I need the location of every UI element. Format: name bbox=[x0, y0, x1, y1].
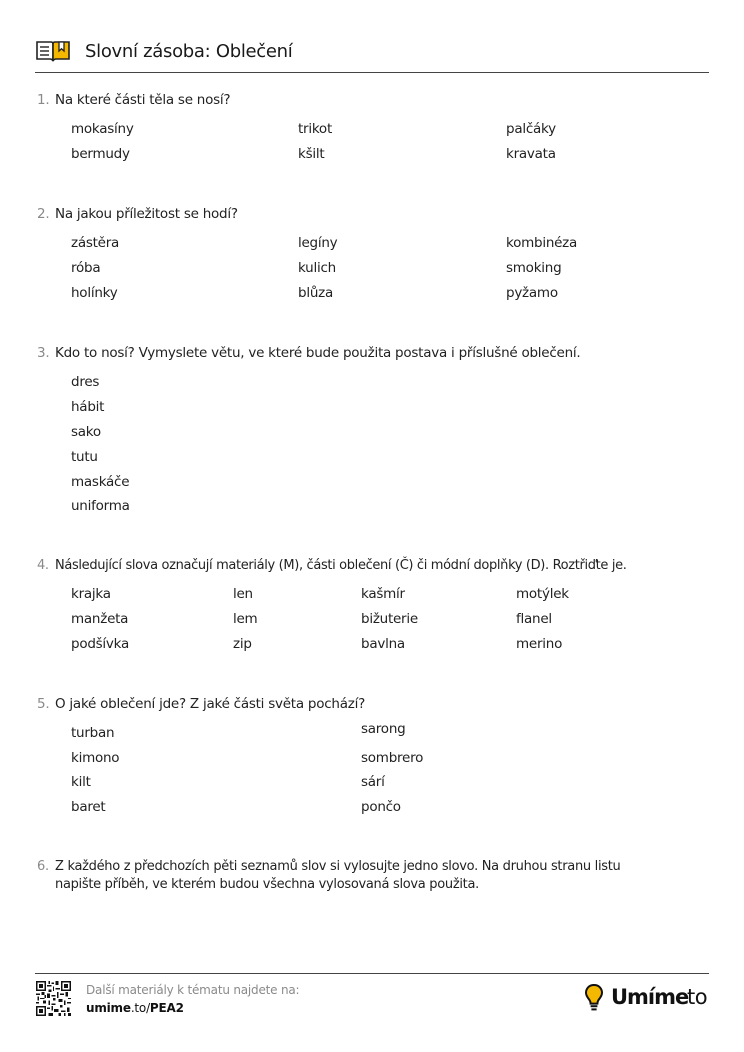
footer-link-domain: umime bbox=[86, 1001, 131, 1015]
question-number: 6. bbox=[37, 859, 49, 874]
brand-name: Umíme bbox=[611, 985, 689, 1009]
brand-logo[interactable] bbox=[584, 982, 710, 1014]
word-item: lem bbox=[233, 611, 258, 627]
footer-divider bbox=[35, 973, 709, 974]
word-item: sárí bbox=[361, 774, 385, 790]
question-5 bbox=[37, 696, 365, 712]
word-item: bižuterie bbox=[361, 611, 418, 627]
word-item: zástěra bbox=[71, 235, 120, 251]
word-item: podšívka bbox=[71, 636, 130, 652]
question-number: 1. bbox=[37, 92, 50, 108]
word-item: smoking bbox=[506, 260, 562, 276]
word-item: len bbox=[233, 586, 253, 602]
word-item: pončo bbox=[361, 799, 401, 815]
word-item: sarong bbox=[361, 721, 406, 737]
question-text: Následující slova označují materiály (M), části oblečení (Č) či módní doplňky (D). Roztřiďte je. bbox=[55, 558, 627, 573]
question-text: Na jakou příležitost se hodí? bbox=[55, 206, 238, 222]
footer-link[interactable] bbox=[86, 1001, 184, 1015]
word-item: uniforma bbox=[71, 498, 130, 514]
word-item: krajka bbox=[71, 586, 111, 602]
word-item: kašmír bbox=[361, 586, 405, 602]
word-item: kulich bbox=[298, 260, 336, 276]
word-item: róba bbox=[71, 260, 101, 276]
word-item: hábit bbox=[71, 399, 105, 415]
word-item: mokasíny bbox=[71, 121, 134, 137]
question-text: Na které části těla se nosí? bbox=[55, 92, 231, 108]
word-item: flanel bbox=[516, 611, 552, 627]
book-icon bbox=[35, 40, 71, 62]
word-item: holínky bbox=[71, 285, 118, 301]
footer-link-tld: .to/ bbox=[130, 1001, 150, 1015]
word-item: sombrero bbox=[361, 750, 424, 766]
word-item: maskáče bbox=[71, 474, 130, 490]
brand-suffix: to bbox=[687, 985, 708, 1009]
word-item: sako bbox=[71, 424, 101, 440]
word-item: bavlna bbox=[361, 636, 405, 652]
word-item: blůza bbox=[298, 285, 333, 301]
word-item: manžeta bbox=[71, 611, 129, 627]
word-item: dres bbox=[71, 374, 100, 390]
word-item: merino bbox=[516, 636, 563, 652]
question-text: Kdo to nosí? Vymyslete větu, ve které bude použita postava i příslušné oblečení. bbox=[55, 345, 581, 361]
question-2 bbox=[37, 206, 238, 222]
word-item: tutu bbox=[71, 449, 98, 465]
lightbulb-icon bbox=[584, 983, 604, 1013]
question-6 bbox=[37, 859, 621, 892]
qr-code-icon[interactable] bbox=[36, 981, 71, 1016]
word-item: kilt bbox=[71, 774, 91, 790]
footer-text: Další materiály k tématu najdete na: bbox=[86, 983, 300, 997]
question-text: Z každého z předchozích pěti seznamů slov si vylosujte jedno slovo. Na druhou stranu listu bbox=[55, 859, 621, 874]
word-item: palčáky bbox=[506, 121, 556, 137]
word-item: motýlek bbox=[516, 586, 569, 602]
question-4 bbox=[37, 558, 627, 573]
question-3 bbox=[37, 345, 580, 361]
word-item: trikot bbox=[298, 121, 332, 137]
page-title: Slovní zásoba: Oblečení bbox=[85, 41, 293, 62]
word-item: zip bbox=[233, 636, 252, 652]
word-item: baret bbox=[71, 799, 106, 815]
question-number: 3. bbox=[37, 345, 50, 361]
word-item: pyžamo bbox=[506, 285, 558, 301]
footer-link-code: PEA2 bbox=[149, 1001, 184, 1015]
page-header bbox=[35, 38, 709, 73]
word-item: turban bbox=[71, 725, 115, 741]
word-item: bermudy bbox=[71, 146, 130, 162]
question-1 bbox=[37, 92, 230, 108]
word-item: legíny bbox=[298, 235, 338, 251]
word-item: kravata bbox=[506, 146, 556, 162]
question-text-continued: napište příběh, ve kterém budou všechna vylosovaná slova použita. bbox=[55, 877, 479, 892]
question-number: 5. bbox=[37, 696, 50, 712]
question-number: 2. bbox=[37, 206, 50, 222]
word-item: kombinéza bbox=[506, 235, 578, 251]
word-item: kšilt bbox=[298, 146, 325, 162]
question-number: 4. bbox=[37, 558, 49, 573]
word-item: kimono bbox=[71, 750, 120, 766]
question-text: O jaké oblečení jde? Z jaké části světa pochází? bbox=[55, 696, 365, 712]
